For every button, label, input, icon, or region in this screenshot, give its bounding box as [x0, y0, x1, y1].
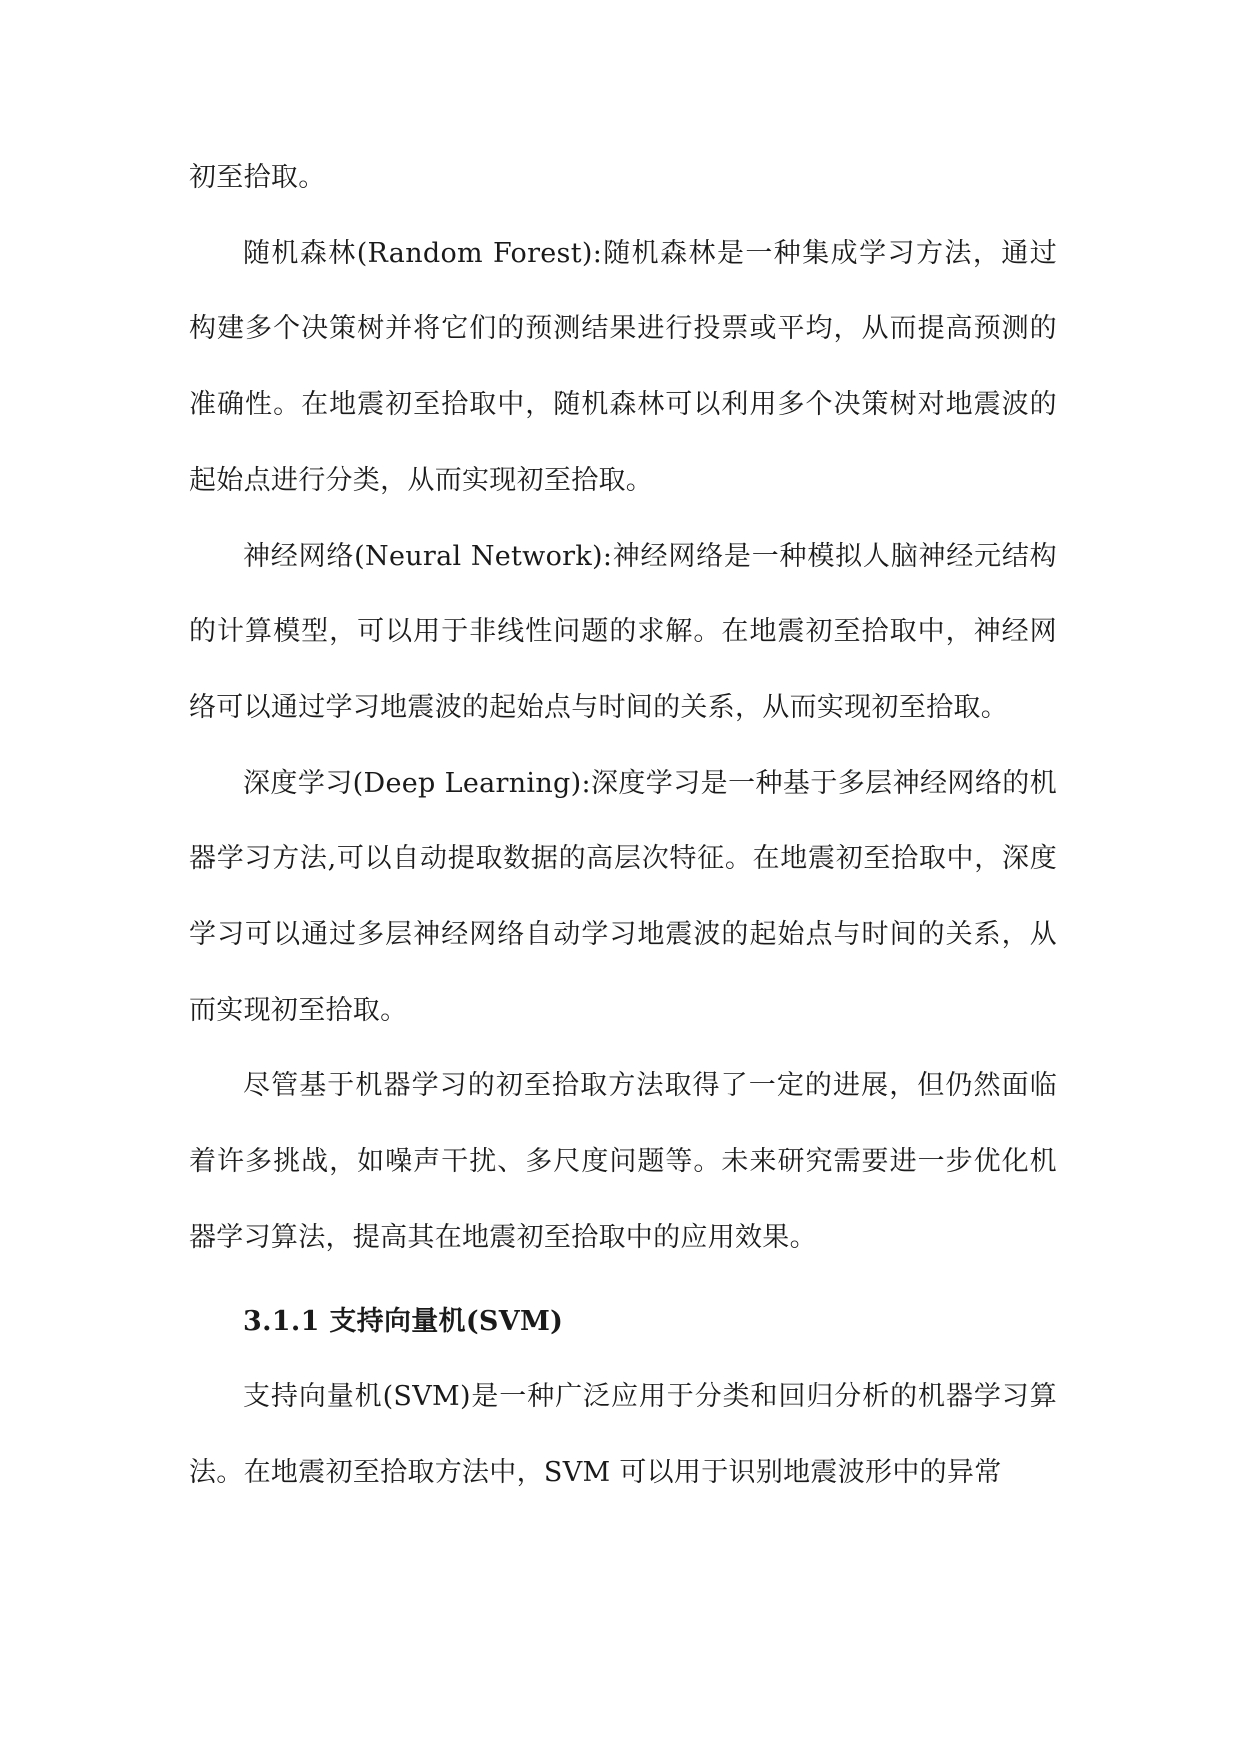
paragraph-svm: 支持向量机(SVM)是一种广泛应用于分类和回归分析的机器学习算法。在地震初至拾取方法中，SVM 可以用于识别地震波形中的异常 [189, 1381, 1057, 1488]
paragraph-deep-learning: 深度学习(Deep Learning):深度学习是一种基于多层神经网络的机器学习方法,可以自动提取数据的高层次特征。在地震初至拾取中，深度学习可以通过多层神经网络自动学习地震波的起始点与时间的关系，从而实现初至拾取。 [189, 767, 1057, 1026]
paragraph-challenges: 尽管基于机器学习的初至拾取方法取得了一定的进展，但仍然面临着许多挑战，如噪声干扰、多尺度问题等。未来研究需要进一步优化机器学习算法，提高其在地震初至拾取中的应用效果。 [189, 1070, 1057, 1253]
body-text [189, 140, 1057, 1511]
paragraph-neural-network: 神经网络(Neural Network):神经网络是一种模拟人脑神经元结构的计算模型，可以用于非线性问题的求解。在地震初至拾取中，神经网络可以通过学习地震波的起始点与时间的关系，从而实现初至拾取。 [189, 540, 1057, 723]
paragraph-random-forest: 随机森林(Random Forest):随机森林是一种集成学习方法，通过构建多个决策树并将它们的预测结果进行投票或平均，从而提高预测的准确性。在地震初至拾取中，随机森林可以利用多个决策树对地震波的起始点进行分类，从而实现初至拾取。 [189, 237, 1057, 496]
paragraph-continuation: 初至拾取。 [189, 162, 326, 193]
section-heading-svm: 3.1.1 支持向量机(SVM) [243, 1305, 564, 1337]
